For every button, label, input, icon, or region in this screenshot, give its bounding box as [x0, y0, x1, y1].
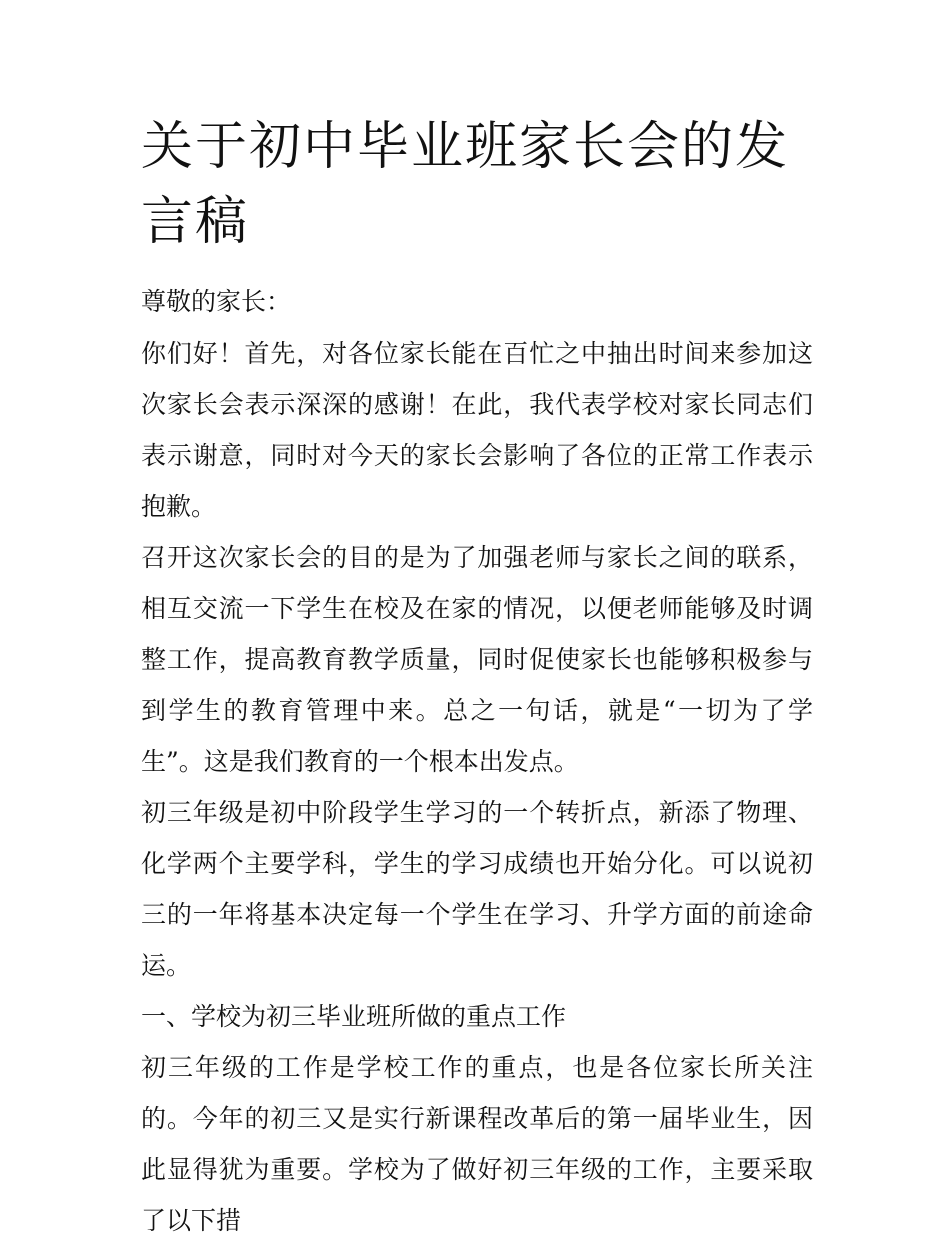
- paragraph-greeting: 你们好！首先，对各位家长能在百忙之中抽出时间来参加这次家长会表示深深的感谢！在此，我代表学校对家长同志们表示谢意，同时对今天的家长会影响了各位的正常工作表示抱歉。: [141, 339, 813, 521]
- paragraph-purpose: 召开这次家长会的目的是为了加强老师与家长之间的联系，相互交流一下学生在校及在家的情况，以便老师能够及时调整工作，提高教育教学质量，同时促使家长也能够积极参与到学生的教育管理中来。总之一句话，就是“一切为了学生”。这是我们教育的一个根本出发点。: [141, 543, 813, 776]
- section-heading: 一、学校为初三毕业班所做的重点工作: [141, 1002, 567, 1031]
- paragraph-grade-three: 初三年级是初中阶段学生学习的一个转折点，新添了物理、化学两个主要学科，学生的学习成绩也开始分化。可以说初三的一年将基本决定每一个学生在学习、升学方面的前途命运。: [141, 798, 813, 980]
- salutation: 尊敬的家长：: [141, 287, 292, 316]
- document-body: [141, 110, 813, 1246]
- document-title: 关于初中毕业班家长会的发言稿: [141, 117, 790, 252]
- paragraph-school-work: 初三年级的工作是学校工作的重点，也是各位家长所关注的。今年的初三又是实行新课程改革后的第一届毕业生，因此显得犹为重要。学校为了做好初三年级的工作，主要采取了以下措: [141, 1053, 813, 1235]
